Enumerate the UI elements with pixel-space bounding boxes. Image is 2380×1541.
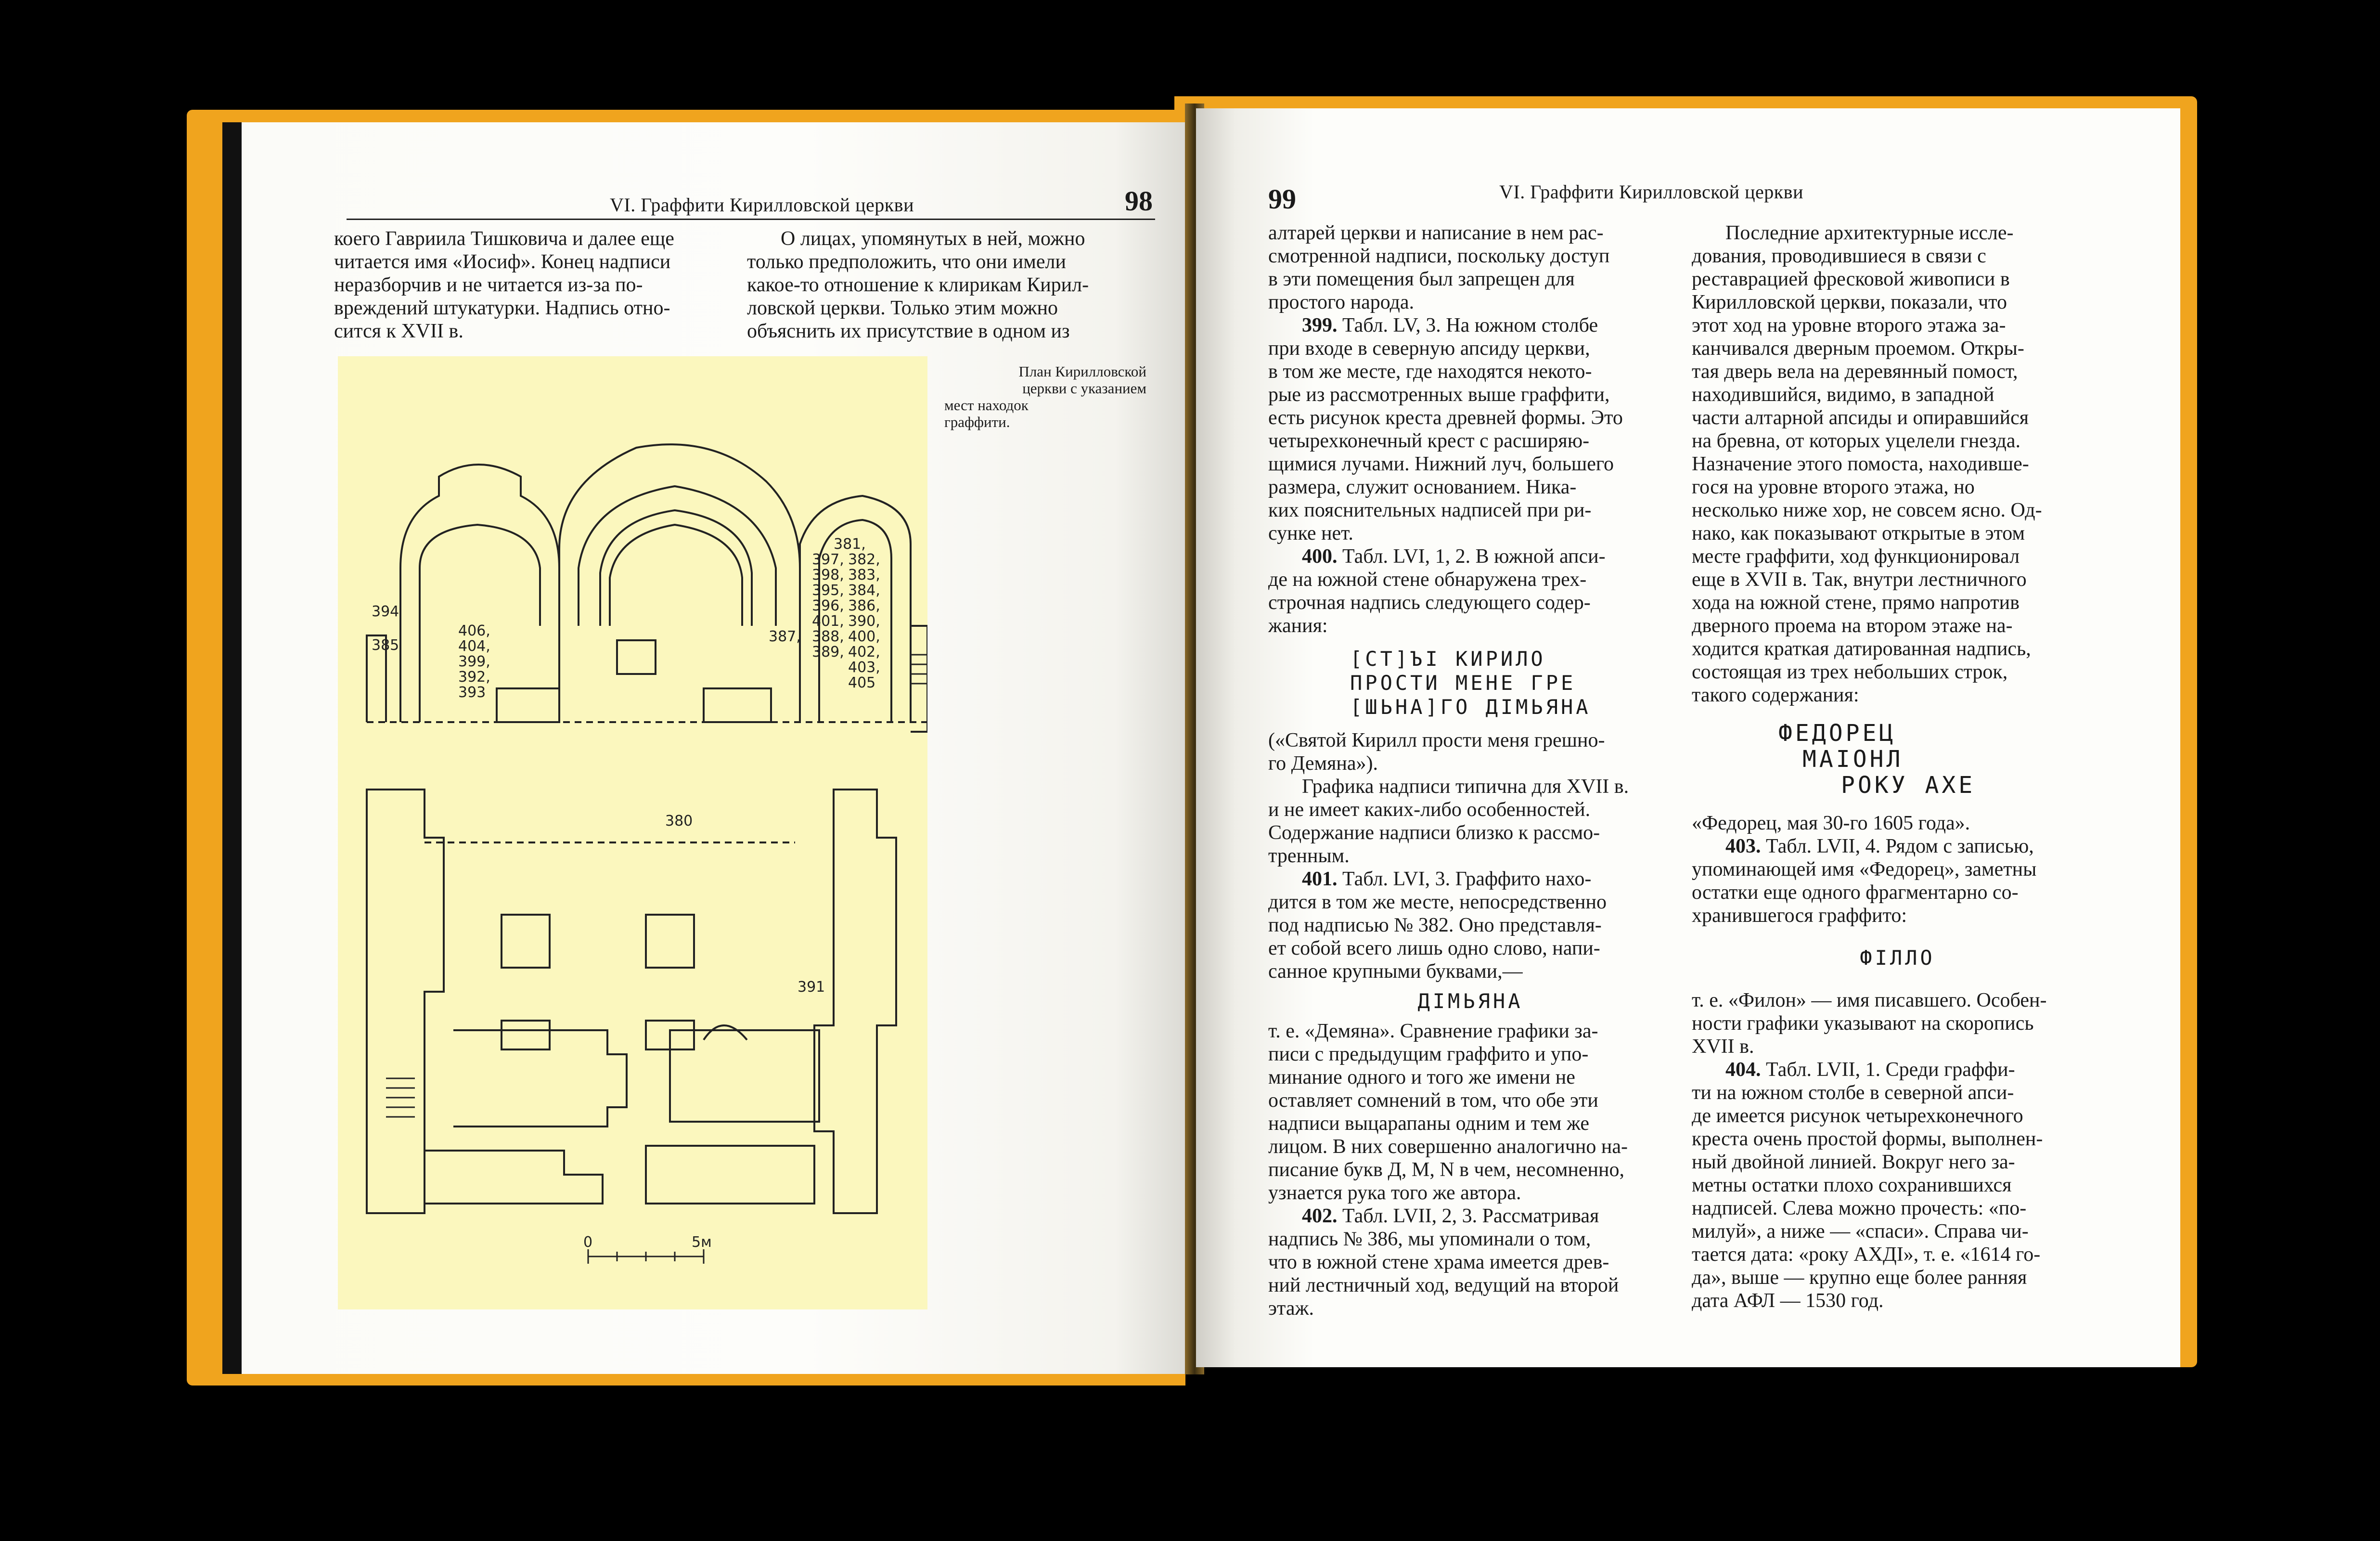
text-line: при входе в северную апсиду церкви,	[1268, 337, 1590, 360]
text-line: этаж.	[1268, 1297, 1314, 1320]
plan-label: 394	[372, 603, 399, 620]
plan-label: 397,	[812, 551, 844, 568]
plan-label: 402,	[848, 644, 880, 660]
text-line: хранившегося граффито:	[1692, 905, 1907, 927]
text-line: простого народа.	[1268, 291, 1415, 313]
figure-caption	[944, 363, 1146, 430]
church-plan-figure	[338, 356, 927, 1309]
plan-label: 392,	[458, 669, 490, 686]
text-line: упоминающей имя «Федорец», заметны	[1692, 858, 2037, 881]
text-line: Табл. LVII, 2, 3. Рассматривая	[1342, 1205, 1599, 1227]
text-line: в том же месте, где находятся некото-	[1268, 361, 1592, 383]
text-line: неразборчив и не читается из-за по-	[334, 274, 643, 296]
text-line: дится в том же месте, непосредственно	[1268, 891, 1607, 913]
text-line: Назначение этого помоста, находивше-	[1692, 453, 2029, 475]
plan-label: 398,	[812, 567, 844, 583]
entry-404	[1692, 1058, 2103, 1081]
text-line: сится к XVII в.	[334, 320, 463, 342]
plan-label: 390,	[848, 613, 880, 630]
text-line: жания:	[1268, 615, 1328, 637]
text-line: ный двойной линией. Вокруг него за-	[1692, 1151, 2015, 1173]
text-line: сунке нет.	[1268, 522, 1353, 544]
text-line: минание одного и того же имени не	[1268, 1066, 1575, 1088]
text-line: ет собой всего лишь одно слово, напи-	[1268, 937, 1600, 959]
text-line: этот ход на уровне второго этажа за-	[1692, 314, 2006, 337]
text-line: есть рисунок креста древней формы. Это	[1268, 407, 1623, 429]
text-line: алтарей церкви и написание в нем рас-	[1268, 222, 1604, 244]
text-line: надпись № 386, мы упоминали о том,	[1268, 1228, 1591, 1250]
text-line: объяснить их присутствие в одном из	[747, 320, 1070, 342]
text-line: месте граффити, ход функционировал	[1692, 545, 2020, 568]
text-line: лицом. В них совершенно аналогично на-	[1268, 1136, 1628, 1158]
text-line: де имеется рисунок четырехконечного	[1692, 1105, 2023, 1127]
text-line: только предположить, что они имели	[747, 251, 1066, 273]
text-line: реставрацией фресковой живописи в	[1692, 268, 2010, 290]
text-line: оставляет сомнений в том, что обе эти	[1268, 1089, 1598, 1112]
left-page	[222, 122, 1192, 1374]
header-rule-left	[347, 219, 1155, 220]
text-line: тая дверь вела на деревянный помост,	[1692, 361, 2018, 383]
inscription-line: МАІОНЛ	[1802, 746, 1904, 773]
text-line: Табл. LVI, 1, 2. В южной апси-	[1342, 545, 1606, 568]
text-line: какое-то отношение к клирикам Кирил-	[747, 274, 1089, 296]
text-line: дата АФЛ — 1530 год.	[1692, 1290, 1884, 1312]
text-line: («Святой Кирилл прости меня грешно-	[1268, 729, 1605, 751]
text-line: надписей. Слева можно прочесть: «по-	[1692, 1197, 2027, 1219]
entry-403	[1692, 835, 2103, 858]
text-line: щимися лучами. Нижний луч, большего	[1268, 453, 1614, 475]
text-line: читается имя «Иосиф». Конец надписи	[334, 251, 671, 273]
text-line: вреждений штукатурки. Надпись отно-	[334, 297, 670, 319]
text-line: ности графики указывают на скоропись	[1692, 1012, 2034, 1035]
text-line: О лицах, упомянутых в ней, можно	[781, 228, 1085, 250]
text-line: такого содержания:	[1692, 684, 1859, 706]
text-line: надписи выцарапаны одним и тем же	[1268, 1113, 1589, 1135]
entry-number: 399.	[1302, 314, 1338, 337]
running-head-left: VI. Граффити Кирилловской церкви	[610, 194, 914, 216]
entry-402	[1268, 1204, 1672, 1228]
page-edge-bar	[222, 122, 242, 1374]
text-line: Последние архитектурные иссле-	[1725, 222, 2014, 244]
text-line: го Демяна»).	[1268, 752, 1378, 775]
plan-label: 396,	[812, 597, 844, 614]
text-line: канчивался дверным проемом. Откры-	[1692, 337, 2024, 360]
right-column-2	[1692, 221, 2103, 1312]
text-line: под надписью № 382. Оно представля-	[1268, 914, 1602, 936]
text-line: Табл. LVII, 1. Среди граффи-	[1766, 1059, 2015, 1081]
text-line: несколько ниже хор, не совсем ясно. Од-	[1692, 499, 2042, 521]
text-line: санное крупными буквами,—	[1268, 960, 1523, 983]
text-line: гося на уровне второго этажа, но	[1692, 476, 1975, 498]
text-line: смотренной надписи, поскольку доступ	[1268, 245, 1610, 267]
entry-number: 404.	[1725, 1059, 1761, 1081]
plan-label: 403,	[848, 659, 880, 676]
inscription-line: ФЕДОРЕЦ	[1778, 720, 1896, 747]
text-line: милуй», а ниже — «спаси». Справа чи-	[1692, 1220, 2029, 1243]
plan-label: 405	[848, 674, 876, 691]
plan-label: 383,	[848, 567, 880, 583]
inscription-line: РОКУ АХЕ	[1841, 772, 1976, 799]
plan-label: 387,	[769, 628, 801, 645]
running-head-right: VI. Граффити Кирилловской церкви	[1499, 181, 1803, 203]
left-column-2	[747, 227, 1146, 343]
text-line: коего Гавриила Тишковича и далее еще	[334, 228, 674, 250]
plan-label: 399,	[458, 653, 490, 670]
scale-label: 5м	[692, 1234, 712, 1251]
text-line: Табл. LVI, 3. Граффито нахо-	[1342, 868, 1592, 890]
text-line: писи с предыдущим граффито и упо-	[1268, 1043, 1589, 1065]
text-line: хода на южной стене, прямо напротив	[1692, 592, 2020, 614]
text-line: писание букв Д, М, N в чем, несомненно,	[1268, 1159, 1625, 1181]
text-line: размера, служит основанием. Ника-	[1268, 476, 1577, 498]
caption-line: План Кирилловской	[1018, 363, 1146, 380]
plan-label: 385	[372, 637, 399, 654]
entry-number: 400.	[1302, 545, 1338, 568]
text-line: строчная надпись следующего содер-	[1268, 592, 1591, 614]
text-line: еще в XVII в. Так, внутри лестничного	[1692, 569, 2027, 591]
plan-label: 380	[665, 813, 693, 829]
slavonic-inscription-2: ДІМЬЯНА	[1417, 989, 1523, 1013]
right-page	[1196, 108, 2180, 1367]
inscription-line: [СТ]ЪІ КИРИЛО	[1350, 647, 1546, 671]
text-line: ловской церкви. Только этим можно	[747, 297, 1058, 319]
text-line: тренным.	[1268, 845, 1350, 867]
inscription-line: [ШЬНА]ГО ДІМЬЯНА	[1350, 695, 1591, 719]
plan-label: 386,	[848, 597, 880, 614]
text-line: дверного проема на втором этаже на-	[1692, 615, 2013, 637]
entry-399	[1268, 314, 1672, 337]
plan-label: 389,	[812, 644, 844, 660]
text-line: четырехконечный крест с расширяю-	[1268, 430, 1590, 452]
slavonic-inscription-3	[1778, 720, 2103, 798]
text-line: ти на южном столбе в северной апси-	[1692, 1082, 2014, 1104]
text-line: XVII в.	[1692, 1036, 1754, 1058]
plan-label: 384,	[848, 582, 880, 599]
text-line: Табл. LV, 3. На южном столбе	[1342, 314, 1598, 337]
slavonic-inscription-1	[1350, 647, 1672, 719]
text-line: «Федорец, мая 30-го 1605 года».	[1692, 812, 1970, 834]
text-line: Графика надписи типична для XVII в.	[1302, 776, 1629, 798]
plan-label: 382,	[848, 551, 880, 568]
text-line: Табл. LVII, 4. Рядом с записью,	[1766, 835, 2034, 857]
text-line: Содержание надписи близко к рассмо-	[1268, 822, 1600, 844]
caption-line: мест находок	[944, 397, 1029, 414]
plan-label: 393	[458, 684, 486, 701]
text-line: узнается рука того же автора.	[1268, 1182, 1521, 1204]
text-line: дования, проводившиеся в связи с	[1692, 245, 1986, 267]
text-line: да», выше — крупно еще более ранняя	[1692, 1267, 2027, 1289]
plan-label: 388,	[812, 628, 844, 645]
text-line: тается дата: «року АХДІ», т. е. «1614 го-	[1692, 1243, 2041, 1266]
plan-label: 400,	[848, 628, 880, 645]
plan-label: 391	[798, 979, 825, 996]
slavonic-inscription-4: ФІЛЛО	[1860, 946, 1935, 970]
text-line: Кирилловской церкви, показали, что	[1692, 291, 2007, 313]
plan-label: 401,	[812, 613, 844, 630]
text-line: де на южной стене обнаружена трех-	[1268, 569, 1587, 591]
entry-number: 403.	[1725, 835, 1761, 857]
text-line: остатки еще одного фрагментарно со-	[1692, 881, 2019, 904]
text-line: находившийся, видимо, в западной	[1692, 384, 1994, 406]
text-line: т. е. «Филон» — имя писавшего. Особен-	[1692, 989, 2047, 1011]
right-column-1	[1268, 221, 1672, 1320]
caption-line: граффити.	[944, 414, 1010, 430]
text-line: ходится краткая датированная надпись,	[1692, 638, 2031, 660]
text-line: метны остатки плохо сохранившихся	[1692, 1174, 2012, 1196]
entry-401	[1268, 868, 1672, 891]
text-line: ний лестничный ход, ведущий на второй	[1268, 1274, 1619, 1296]
left-column-1	[334, 227, 709, 343]
entry-number: 402.	[1302, 1205, 1338, 1227]
text-line: нако, как показывают открытые в этом	[1692, 522, 2025, 544]
page-number-left: 98	[1125, 185, 1153, 217]
entry-number: 401.	[1302, 868, 1338, 890]
plan-label: 406,	[458, 622, 490, 639]
scale-label: 0	[583, 1234, 593, 1251]
caption-line: церкви с указанием	[1022, 380, 1146, 397]
text-line: что в южной стене храма имеется древ-	[1268, 1251, 1609, 1273]
plan-label: 404,	[458, 638, 490, 655]
text-line: части алтарной апсиды и опиравшийся	[1692, 407, 2029, 429]
text-line: ких пояснительных надписей при ри-	[1268, 499, 1592, 521]
text-line: на бревна, от которых уцелели гнезда.	[1692, 430, 2020, 452]
text-line: креста очень простой формы, выполнен-	[1692, 1128, 2043, 1150]
text-line: в эти помещения был запрещен для	[1268, 268, 1575, 290]
church-plan-drawing	[338, 356, 927, 1309]
plan-label: 381,	[834, 536, 866, 553]
entry-400	[1268, 545, 1672, 568]
plan-label: 395,	[812, 582, 844, 599]
text-line: т. е. «Демяна». Сравнение графики за-	[1268, 1020, 1598, 1042]
text-line: рые из рассмотренных выше граффити,	[1268, 384, 1610, 406]
page-number-right: 99	[1268, 183, 1296, 215]
inscription-line: ПРОСТИ МЕНЕ ГРЕ	[1350, 671, 1576, 695]
text-line: состоящая из трех небольших строк,	[1692, 661, 2008, 683]
text-line: и не имеет каких-либо особенностей.	[1268, 799, 1591, 821]
